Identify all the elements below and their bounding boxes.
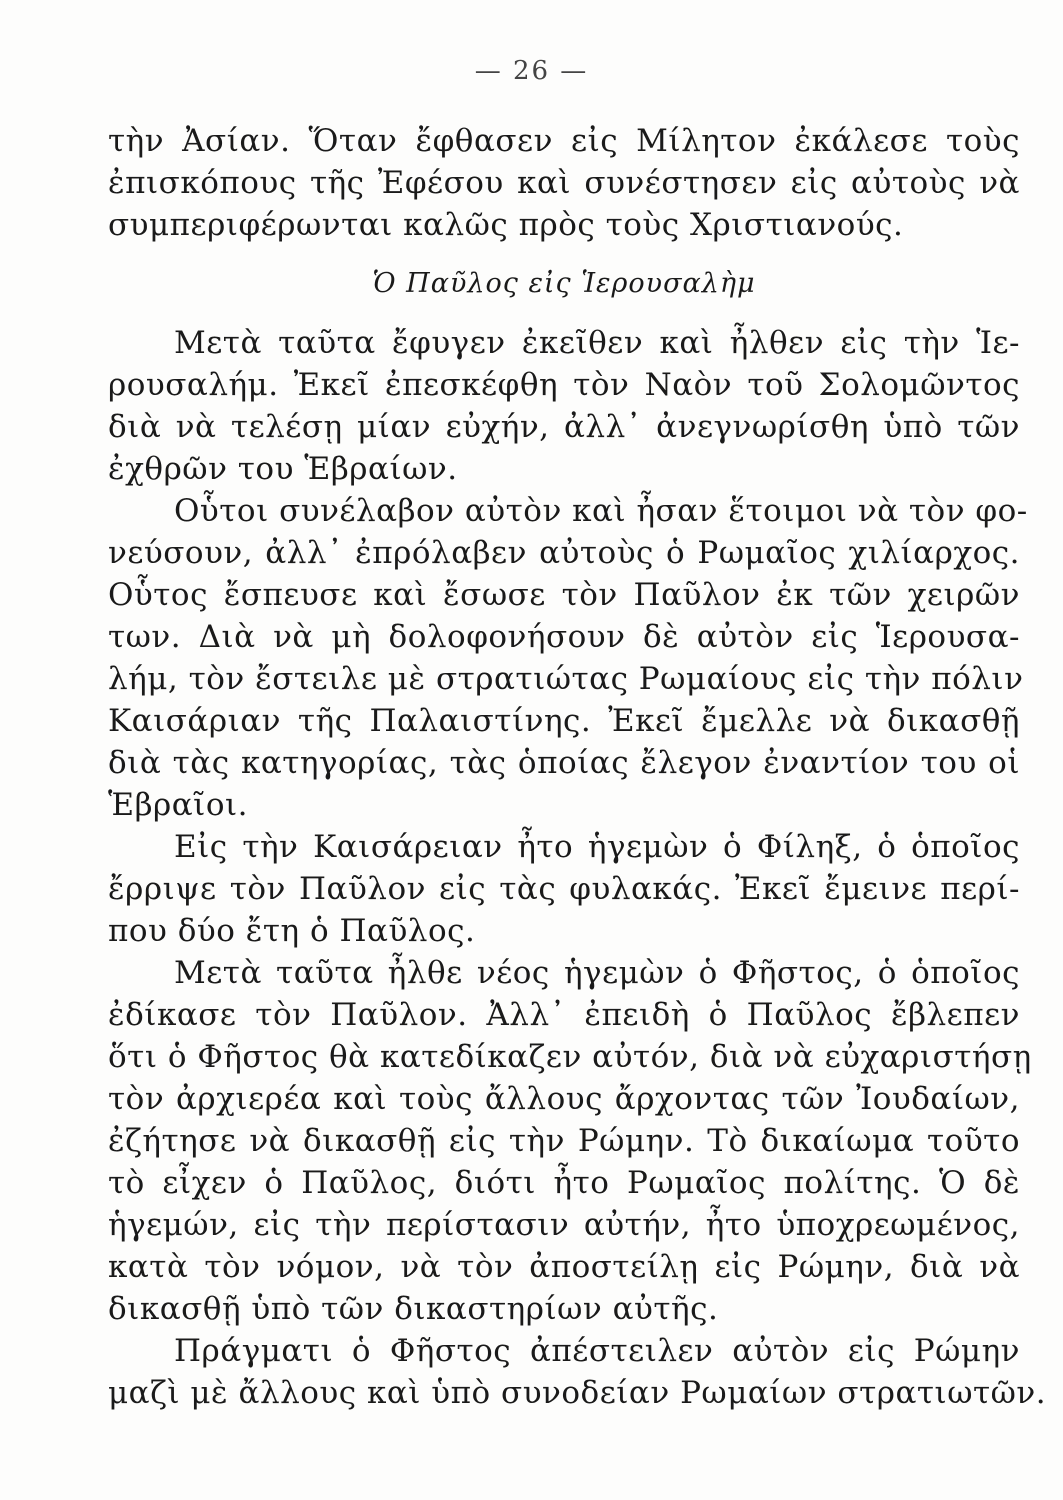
paragraph — [108, 1330, 1047, 1414]
text-line: τὸ εἶχεν ὁ Παῦλος, διότι ἦτο Ρωμαῖος πολίτης. Ὁ δὲ — [108, 1165, 1020, 1201]
paragraph — [108, 322, 1020, 490]
text-line: ἔρριψε τὸν Παῦλον εἰς τὰς φυλακάς. Ἐκεῖ ἔμεινε περί- — [108, 871, 1020, 907]
paragraph — [108, 826, 1020, 952]
text-line: ὅτι ὁ Φῆστος θὰ κατεδίκαζεν αὐτόν, διὰ νὰ εὐχαριστήσῃ — [108, 1039, 1032, 1075]
text-line: τὴν Ἀσίαν. Ὅταν ἔφθασεν εἰς Μίλητον ἐκάλεσε τοὺς — [108, 123, 1020, 159]
text-line: ἐχθρῶν του Ἑβραίων. — [108, 451, 458, 487]
text-line: ρουσαλήμ. Ἐκεῖ ἐπεσκέφθη τὸν Ναὸν τοῦ Σολομῶντος — [108, 367, 1020, 403]
text-line: Πράγματι ὁ Φῆστος ἀπέστειλεν αὐτὸν εἰς Ρώμην — [174, 1333, 1020, 1369]
text-line: των. Διὰ νὰ μὴ δολοφονήσουν δὲ αὐτὸν εἰς Ἱερουσα- — [108, 619, 1020, 655]
text-line: τὸν ἀρχιερέα καὶ τοὺς ἄλλους ἄρχοντας τῶν Ἰουδαίων, — [108, 1081, 1020, 1117]
text-line: Οὗτοι συνέλαβον αὐτὸν καὶ ἦσαν ἕτοιμοι νὰ τὸν φο- — [174, 493, 1028, 529]
text-line: δικασθῇ ὑπὸ τῶν δικαστηρίων αὐτῆς. — [108, 1291, 719, 1327]
text-line: Μετὰ ταῦτα ἦλθε νέος ἡγεμὼν ὁ Φῆστος, ὁ ὁποῖος — [174, 955, 1020, 991]
text-line: Εἰς τὴν Καισάρειαν ἦτο ἡγεμὼν ὁ Φίληξ, ὁ ὁποῖος — [174, 829, 1020, 865]
paragraph — [108, 490, 1028, 826]
page-number: — 26 — — [474, 56, 589, 86]
text-line: νεύσουν, ἀλλ᾽ ἐπρόλαβεν αὐτοὺς ὁ Ρωμαῖος χιλίαρχος. — [108, 535, 1020, 571]
text-line: μαζὶ μὲ ἄλλους καὶ ὑπὸ συνοδείαν Ρωμαίων στρατιωτῶν. — [108, 1375, 1047, 1411]
text-line: συμπεριφέρωνται καλῶς πρὸς τοὺς Χριστιανούς. — [108, 207, 904, 243]
text-line: ἐδίκασε τὸν Παῦλον. Ἀλλ᾽ ἐπειδὴ ὁ Παῦλος ἔβλεπεν — [108, 997, 1020, 1033]
text-line: ἐπισκόπους τῆς Ἐφέσου καὶ συνέστησεν εἰς αὐτοὺς νὰ — [108, 165, 1020, 201]
text-line: Οὗτος ἔσπευσε καὶ ἔσωσε τὸν Παῦλον ἐκ τῶν χειρῶν — [108, 577, 1020, 613]
text-line: διὰ τὰς κατηγορίας, τὰς ὁποίας ἔλεγον ἐναντίον του οἱ — [108, 745, 1020, 781]
paragraph — [108, 120, 1020, 246]
text-line: λήμ, τὸν ἔστειλε μὲ στρατιώτας Ρωμαίους εἰς τὴν πόλιν — [108, 661, 1024, 697]
text-line: ἐζήτησε νὰ δικασθῇ εἰς τὴν Ρώμην. Τὸ δικαίωμα τοῦτο — [108, 1123, 1020, 1159]
paragraph — [108, 952, 1032, 1330]
text-line: κατὰ τὸν νόμον, νὰ τὸν ἀποστείλῃ εἰς Ρώμην, διὰ νὰ — [108, 1249, 1020, 1285]
text-line: Ἑβραῖοι. — [108, 787, 248, 823]
text-line: ἡγεμών, εἰς τὴν περίστασιν αὐτήν, ἦτο ὑποχρεωμένος, — [108, 1207, 1020, 1243]
text-line: που δύο ἔτη ὁ Παῦλος. — [108, 913, 476, 949]
text-line: Μετὰ ταῦτα ἔφυγεν ἐκεῖθεν καὶ ἦλθεν εἰς τὴν Ἱε- — [174, 325, 1020, 361]
text-line: διὰ νὰ τελέσῃ μίαν εὐχήν, ἀλλ᾽ ἀνεγνωρίσθη ὑπὸ τῶν — [108, 409, 1020, 445]
section-heading: Ὁ Παῦλος εἰς Ἱερουσαλὴμ — [372, 268, 756, 299]
page-body — [108, 120, 1047, 1414]
text-line: Καισάριαν τῆς Παλαιστίνης. Ἐκεῖ ἔμελλε νὰ δικασθῇ — [108, 703, 1020, 739]
